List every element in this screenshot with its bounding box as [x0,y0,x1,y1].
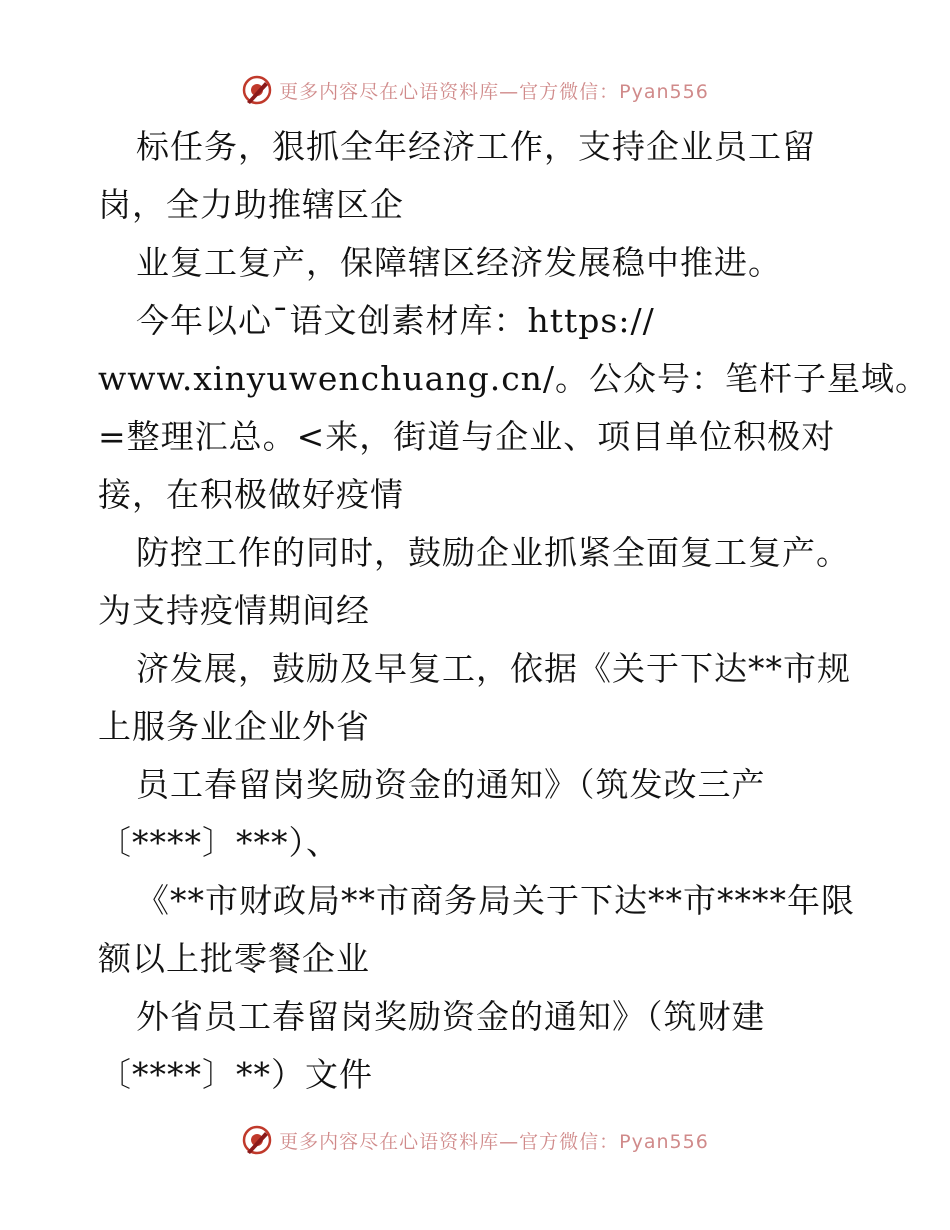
text-line: =整理汇总。<来，街道与企业、项目单位积极对 [98,417,836,456]
header-watermark [0,70,950,110]
text-line: 接，在积极做好疫情 [98,475,404,514]
text-line: 今年以心¯语文创素材库：https:// [136,301,655,340]
watermark-text: 更多内容尽在心语资料库—官方微信：Pyan556 [279,1130,709,1153]
text-line: 外省员工春留岗奖励资金的通知》（筑财建 [136,997,766,1036]
pen-logo-icon [241,74,273,106]
text-line: www.xinyuwenchuang.cn/。公众号：笔杆子星域。 [98,359,930,398]
text-line: 〔****〕**）文件 [98,1055,373,1094]
text-line: 上服务业企业外省 [98,707,370,746]
text-line: 为支持疫情期间经 [98,591,370,630]
watermark-text: 更多内容尽在心语资料库—官方微信：Pyan556 [279,80,709,103]
text-line: 《**市财政局**市商务局关于下达**市****年限 [136,881,855,920]
footer-watermark [0,1120,950,1160]
text-line: 济发展，鼓励及早复工，依据《关于下达**市规 [136,649,851,688]
text-line: 员工春留岗奖励资金的通知》（筑发改三产 [136,765,766,804]
text-line: 额以上批零餐企业 [98,939,370,978]
text-line: 业复工复产，保障辖区经济发展稳中推进。 [136,243,782,282]
text-line: 标任务，狠抓全年经济工作，支持企业员工留 [136,127,816,166]
text-line: 岗，全力助推辖区企 [98,185,404,224]
text-line: 〔****〕***）、 [98,823,340,862]
pen-logo-icon [241,1124,273,1156]
text-line: 防控工作的同时，鼓励企业抓紧全面复工复产。 [136,533,850,572]
document-body [98,118,930,1104]
